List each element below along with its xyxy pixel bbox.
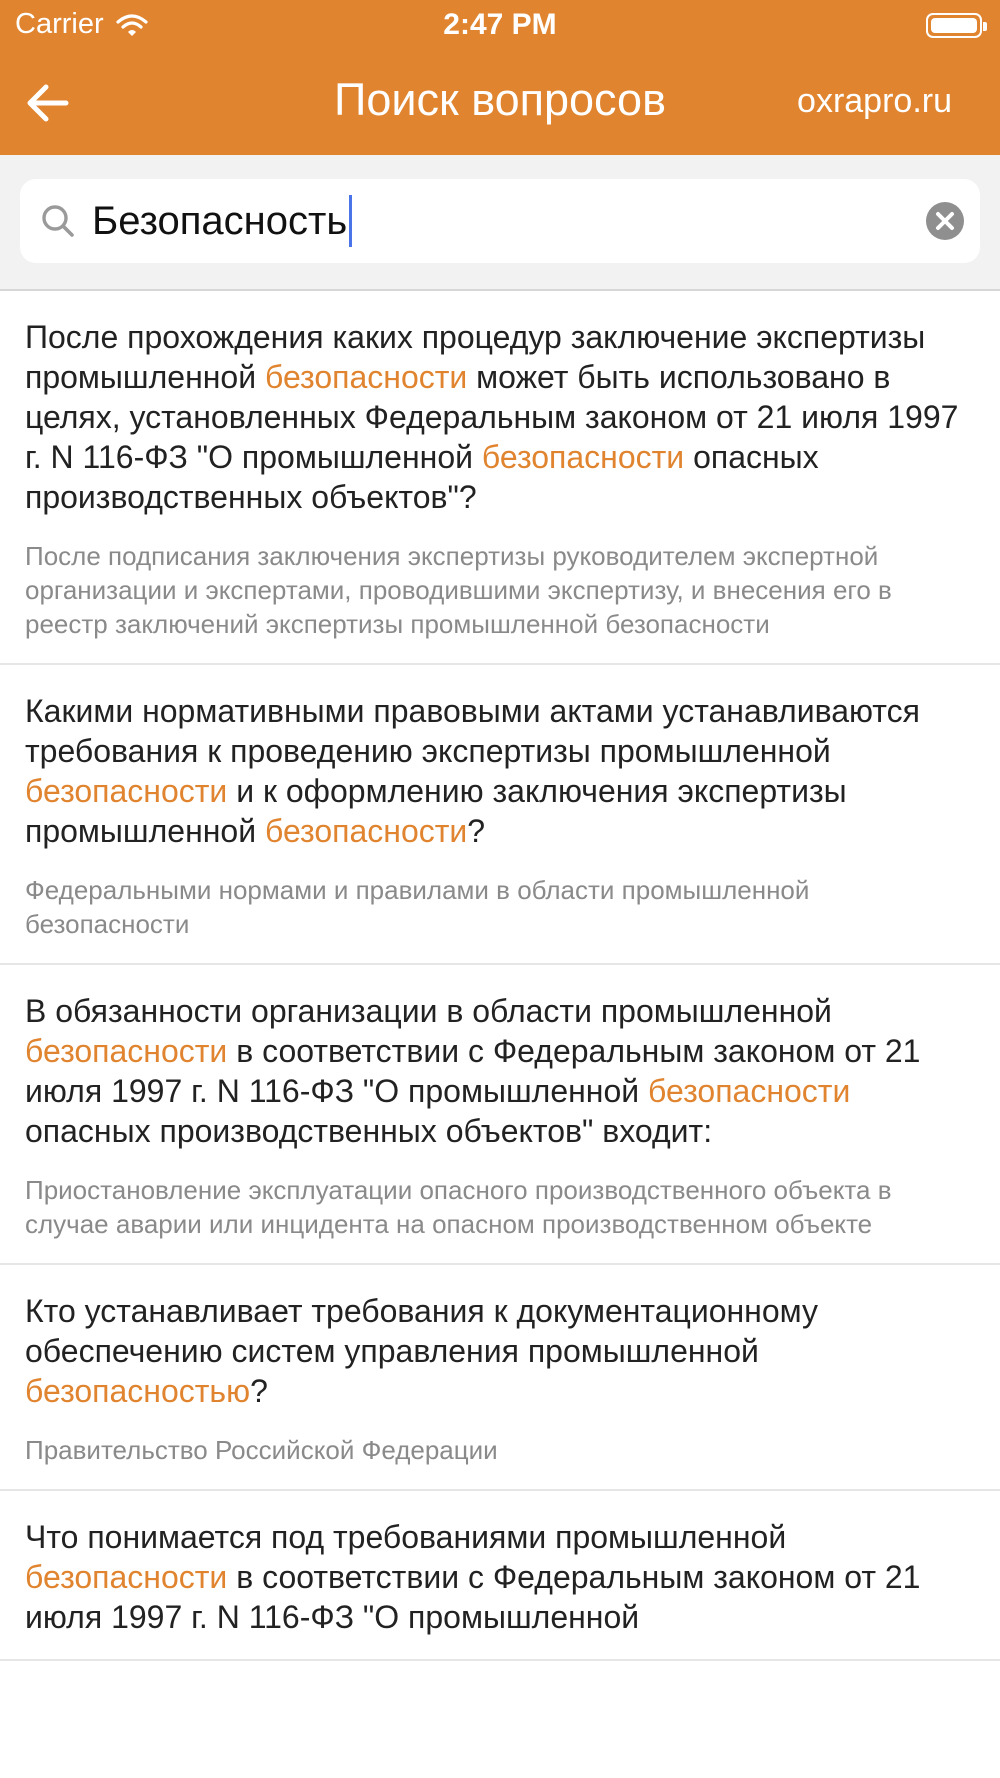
search-input[interactable]	[92, 193, 892, 249]
search-highlight: безопасности	[25, 1559, 228, 1595]
question-fragment: в соответствии с Федеральным законом от 21 июля 1997 г. N 116-ФЗ "О промышленной	[25, 1559, 921, 1635]
search-icon	[38, 201, 78, 241]
question-fragment: и к оформлению заключения экспертизы промышленной	[25, 773, 847, 849]
question-fragment: в соответствии с Федеральным законом от 21 июля 1997 г. N 116-ФЗ "О промышленной	[25, 1033, 921, 1109]
search-box[interactable]	[20, 179, 980, 263]
top-bar	[0, 0, 1000, 155]
question-fragment: В обязанности организации в области промышленной	[25, 993, 832, 1029]
search-highlight: безопасности	[264, 813, 468, 849]
clear-search-button[interactable]	[926, 202, 964, 240]
answer-text: Правительство Российской Федерации	[25, 1435, 498, 1465]
search-bar-container	[0, 155, 1000, 291]
question-fragment: ?	[250, 1373, 268, 1409]
question-text	[25, 991, 976, 1151]
search-highlight: безопасностью	[25, 1373, 251, 1409]
question-text	[25, 691, 976, 851]
result-item[interactable]	[0, 965, 1000, 1265]
result-item[interactable]	[0, 291, 1000, 665]
clear-icon	[926, 202, 964, 240]
question-fragment: опасных производственных объектов"?	[25, 439, 819, 515]
results-list	[0, 291, 1000, 1661]
status-bar	[0, 0, 1000, 52]
question-text	[25, 317, 976, 517]
result-item[interactable]	[0, 1491, 1000, 1661]
question-fragment: Что понимается под требованиями промышленной	[25, 1519, 787, 1555]
search-highlight: безопасности	[481, 439, 685, 475]
result-item[interactable]	[0, 1265, 1000, 1491]
question-fragment: Какими нормативными правовыми актами устанавливаются требования к проведению экспертизы промышленной	[25, 693, 920, 769]
question-fragment: ?	[467, 813, 486, 849]
question-fragment: может быть использовано в целях, установленных Федеральным законом от 21 июля 1997 г. N 116-ФЗ "О промышленной	[25, 359, 959, 475]
answer-text: Федеральными нормами и правилами в области промышленной безопасности	[25, 875, 810, 939]
battery-icon	[926, 13, 982, 38]
question-fragment: После прохождения каких процедур заключение экспертизы промышленной	[25, 319, 926, 395]
question-text	[25, 1517, 976, 1637]
result-item[interactable]	[0, 665, 1000, 965]
answer-text: После подписания заключения экспертизы руководителем экспертной организации и экспертами, проводившими экспертизу, и внесения его в реестр заключений экспертизы промышленной безопасности	[25, 541, 892, 639]
carrier-label: Carrier	[15, 8, 104, 40]
page-title: Поиск вопросов	[334, 74, 666, 125]
search-highlight: безопасности	[25, 773, 228, 809]
question-fragment: опасных производственных объектов" входит:	[25, 1113, 713, 1149]
search-highlight: безопасности	[25, 1033, 228, 1069]
search-highlight: безопасности	[264, 359, 468, 395]
status-time: 2:47 PM	[443, 8, 557, 41]
text-caret	[349, 195, 352, 247]
navigation-bar	[0, 60, 1000, 150]
question-text	[25, 1291, 976, 1411]
site-link[interactable]: oxrapro.ru	[797, 82, 952, 120]
answer-text: Приостановление эксплуатации опасного производственного объекта в случае аварии или инцидента на опасном производственном объекте	[25, 1175, 892, 1239]
search-highlight: безопасности	[648, 1073, 851, 1109]
question-fragment: Кто устанавливает требования к документационному обеспечению систем управления промышленной	[25, 1293, 818, 1369]
